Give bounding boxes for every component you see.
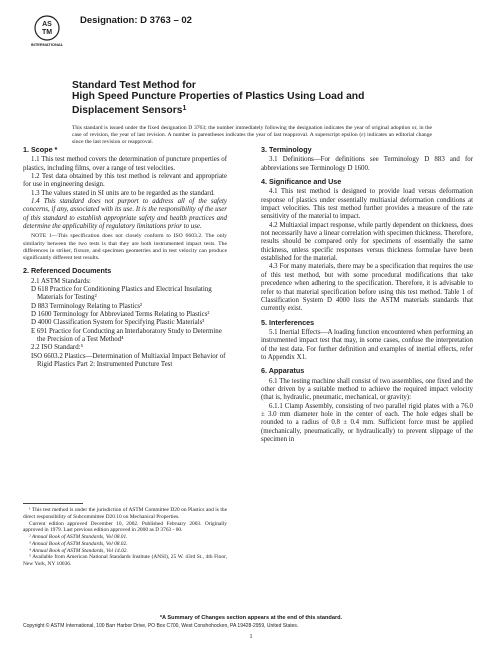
para-5-1: 5.1 Inertial Effects—A loading function encountered when performing an instrumented impact test that may, in some cases, confuse the interpretation of the test data. For further definition and examples of inertial effects, refer to Appendix X1.: [261, 328, 473, 361]
title-line-1: Standard Test Method for: [72, 80, 196, 91]
svg-text:AS: AS: [42, 21, 52, 28]
para-6-1-1: 6.1.1 Clamp Assembly, consisting of two parallel rigid plates with a 76.0 ± 3.0 mm diameter hole in the center of each. The hole edges shall be rounded to a radius of 0.8 ± 0.4 mm. Sufficient force must be applied (mechanically, pneumatically, or hydraulically) to prevent slippage of the specimen in: [261, 402, 473, 443]
page-number: 1: [249, 634, 253, 640]
left-column: [23, 146, 227, 369]
summary-of-changes-note: *A Summary of Changes section appears at the end of this standard.: [159, 615, 343, 621]
reference-d1600: D 1600 Terminology for Abbreviated Terms Relating to Plastics²: [31, 310, 210, 318]
footnote-3: ³ Annual Book of ASTM Standards, Vol 08.02.: [29, 540, 128, 547]
significance-heading: 4. Significance and Use: [261, 177, 342, 187]
para-1-2: 1.2 Test data obtained by this test method is relevant and appropriate for use in engineering design.: [23, 173, 227, 189]
para-1-4: 1.4 This standard does not purport to address all of the safety concerns, if any, associated with its use. It is the responsibility of the user of this standard to establish appropriate safety and health practices and determine the applicability of regulatory limitations prior to use.: [23, 198, 227, 231]
para-3-1: 3.1 Definitions—For definitions see Terminology D 883 and for abbreviations see Terminology D 1600.: [261, 156, 473, 172]
footnote-1-edition: Current edition approved December 10, 2002. Published February 2003. Originally approved in 1979. Last previous edition approved in 2000 as D 3763 - 00.: [23, 520, 227, 534]
footnote-5: ⁵ Available from American National Standards Institute (ANSI), 25 W. 43rd St., 4th Floor, New York, NY 10036.: [23, 554, 227, 567]
para-6-1: 6.1 The testing machine shall consist of two assemblies, one fixed and the other driven by a suitable method to achieve the required impact velocity (that is, hydraulic, pneumatic, mechanical, or gravity):: [261, 377, 473, 402]
apparatus-heading: 6. Apparatus: [261, 366, 305, 376]
designation: Designation: D 3763 – 02: [80, 15, 192, 26]
title-line-3: Displacement Sensors$^1$: [72, 104, 187, 116]
footnotes: [23, 503, 227, 568]
reference-d4000: D 4000 Classification System for Specifying Plastic Materials³: [31, 319, 205, 327]
para-4-1: 4.1 This test method is designed to provide load versus deformation response of plastics under essentially multiaxial deformation conditions at impact velocities. This test method further provides a measure of the rate sensitivity of the material to impact.: [261, 188, 473, 221]
reference-d883: D 883 Terminology Relating to Plastics²: [31, 302, 143, 310]
right-column: [261, 146, 473, 444]
para-1-3: 1.3 The values stated in SI units are to be regarded as the standard.: [31, 189, 215, 197]
para-1-1: 1.1 This test method covers the determination of puncture properties of plastics, including films, over a range of test velocities.: [23, 156, 228, 172]
astm-logo: [29, 14, 65, 48]
footnote-1: ¹ This test method is under the jurisdiction of ASTM Committee D20 on Plastics and is the direct responsibility of Subcommittee D20.10 on Mechanical Properties.: [23, 507, 227, 520]
reference-d618: D 618 Practice for Conditioning Plastics and Electrical Insulating Materials for Testing²: [31, 285, 212, 302]
logo-text: INTERNATIONAL: [30, 42, 64, 47]
copyright: Copyright © ASTM International, 100 Barr Harbor Drive, PO Box C700, West Conshohocken, PA 19428-2959, United States.: [23, 623, 299, 629]
para-4-2: 4.2 Multiaxial impact response, while partly dependent on thickness, does not necessarily have a linear correlation with specimen thickness. Therefore, results should be compared only for specimens of essentially the same thickness, unless specific responses versus thickness formulae have been established for the material.: [261, 221, 473, 263]
scope-heading: 1. Scope *: [23, 145, 58, 154]
astm-standards-label: 2.1 ASTM Standards:: [31, 277, 91, 285]
reference-e691: E 691 Practice for Conducting an Interlaboratory Study to Determine the Precision of a Test Method⁴: [31, 327, 222, 343]
terminology-heading: 3. Terminology: [261, 145, 312, 154]
referenced-documents-heading: 2. Referenced Documents: [23, 266, 112, 276]
iso-standard-label: 2.2 ISO Standard:⁵: [31, 344, 83, 352]
footnote-2: ² Annual Book of ASTM Standards, Vol 08.01.: [29, 534, 128, 540]
issued-note: This standard is issued under the fixed designation D 3763; the number immediately following the designation indicates the year of original adoption or, in the case of revision, the year of last revision. A number in parentheses indicates the year of last reapproval. A superscript epsilon (ε) indicates an editorial change since the last revision or reapproval.: [72, 125, 432, 146]
interferences-heading: 5. Interferences: [261, 317, 315, 327]
para-4-3: 4.3 For many materials, there may be a specification that requires the use of this test method, but with some procedural modifications that take precedence when adhering to the specification. Therefore, it is advisable to refer to that material specification before using this test method. Table 1 of Classification System D 4000 lists the ASTM materials standards that currently exist.: [261, 263, 473, 313]
svg-text:TM: TM: [41, 29, 53, 36]
footnote-4: ⁴ Annual Book of ASTM Standards, Vol 14.02.: [29, 547, 128, 554]
footnote-rule: [23, 503, 83, 504]
document-title: [72, 80, 432, 116]
note-1: NOTE 1—This specification does not closely conform to ISO 6603.2. The only similarity between the two tests is that they are both instrumented impact tests. The differences in striker, fixture, and specimen geometries and in test velocity can produce significantly different test results.: [23, 233, 227, 262]
reference-iso6603: ISO 6603.2 Plastics—Determination of Multiaxial Impact Behavior of Rigid Plastics Part 2: Instrumented Puncture Test: [31, 352, 226, 369]
title-line-2: High Speed Puncture Properties of Plastics Using Load and: [72, 91, 365, 103]
